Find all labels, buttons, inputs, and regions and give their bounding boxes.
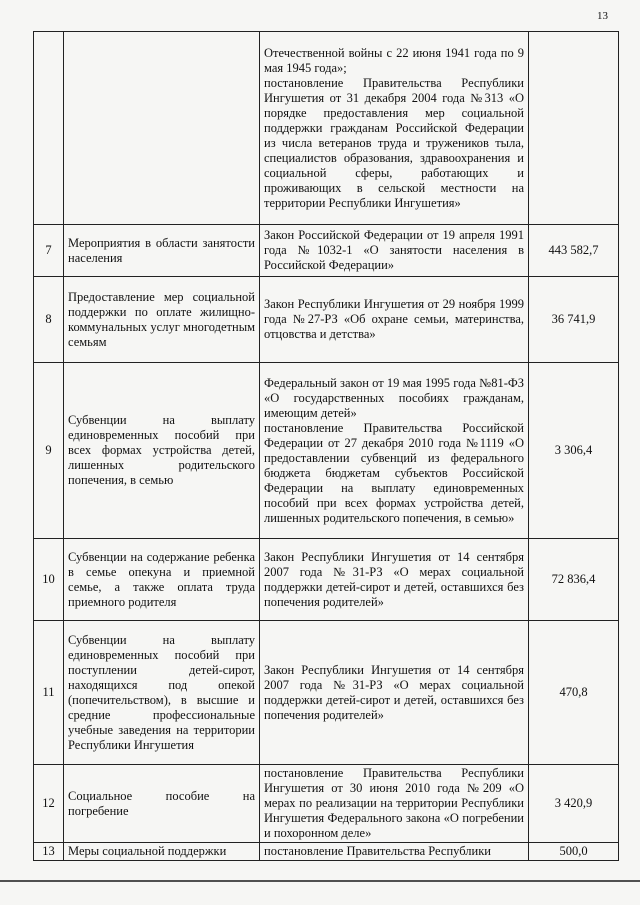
row-amount: 36 741,9 <box>529 277 619 363</box>
row-basis: постановление Правительства Республики <box>260 843 529 861</box>
row-basis: постановление Правительства Республики Ингушетия от 30 июня 2010 года №209 «О мерах по реализации на территории Республики Ингушетия Федерального закона «О погребении и похоронном деле» <box>260 765 529 843</box>
table-row <box>34 765 619 843</box>
row-amount: 3 306,4 <box>529 363 619 539</box>
table-row <box>34 621 619 765</box>
table-row <box>34 843 619 861</box>
table-row <box>34 277 619 363</box>
row-name: Субвенции на выплату единовременных пособий при поступлении детей-сирот, находящихся под опекой (попечительством), в высшие и средние профессиональные учебные заведения на территории Республики Ингушетия <box>64 621 260 765</box>
row-basis: Федеральный закон от 19 мая 1995 года №81-ФЗ «О государственных пособиях гражданам, имеющим детей» постановление Правительства Российской Федерации от 27 декабря 2010 года №1119 «О предоставлении субвенций из федерального бюджета бюджетам субъектов Российской Федерации на выплату единовременных пособий при всех формах устройства детей, лишенных родительского попечения, в семью» <box>260 363 529 539</box>
row-name: Субвенции на выплату единовременных пособий при всех формах устройства детей, лишенных родительского попечения, в семью <box>64 363 260 539</box>
row-number: 9 <box>34 363 64 539</box>
row-number: 7 <box>34 225 64 277</box>
row-name: Мероприятия в области занятости населения <box>64 225 260 277</box>
table-row <box>34 539 619 621</box>
row-name: Субвенции на содержание ребенка в семье опекуна и приемной семье, а также оплата труда приемного родителя <box>64 539 260 621</box>
row-name: Предоставление мер социальной поддержки по оплате жилищно-коммунальных услуг многодетным семьям <box>64 277 260 363</box>
table-row <box>34 32 619 225</box>
row-basis: Закон Республики Ингушетия от 14 сентября 2007 года №31-РЗ «О мерах социальной поддержки детей-сирот и детей, оставшихся без попечения родителей» <box>260 539 529 621</box>
row-amount: 443 582,7 <box>529 225 619 277</box>
table-row <box>34 363 619 539</box>
row-name <box>64 32 260 225</box>
row-basis: Закон Российской Федерации от 19 апреля 1991 года №1032-1 «О занятости населения в Российской Федерации» <box>260 225 529 277</box>
row-basis: Закон Республики Ингушетия от 29 ноября 1999 года №27-РЗ «Об охране семьи, материнства, отцовства и детства» <box>260 277 529 363</box>
row-name: Меры социальной поддержки <box>64 843 260 861</box>
row-amount <box>529 32 619 225</box>
table-row <box>34 225 619 277</box>
row-basis: Закон Республики Ингушетия от 14 сентября 2007 года №31-РЗ «О мерах социальной поддержки детей-сирот и детей, оставшихся без попечения родителей» <box>260 621 529 765</box>
row-number: 13 <box>34 843 64 861</box>
row-amount: 470,8 <box>529 621 619 765</box>
row-amount: 72 836,4 <box>529 539 619 621</box>
row-basis: Отечественной войны с 22 июня 1941 года по 9 мая 1945 года»; постановление Правительства Республики Ингушетия от 31 декабря 2004 года №313 «О порядке предоставления мер социальной поддержки гражданам Российской Федерации из числа ветеранов труда и тружеников тыла, специалистов образования, здравоохранения и социальной сферы, работающих и проживающих в сельской местности на территории Республики Ингушетия» <box>260 32 529 225</box>
row-amount: 3 420,9 <box>529 765 619 843</box>
page-number: 13 <box>597 10 608 22</box>
scan-edge-line <box>0 880 640 882</box>
row-number: 10 <box>34 539 64 621</box>
row-number: 12 <box>34 765 64 843</box>
row-number: 11 <box>34 621 64 765</box>
expenditure-table <box>33 31 619 861</box>
row-amount: 500,0 <box>529 843 619 861</box>
row-number: 8 <box>34 277 64 363</box>
row-name: Социальное пособие на погребение <box>64 765 260 843</box>
row-number <box>34 32 64 225</box>
